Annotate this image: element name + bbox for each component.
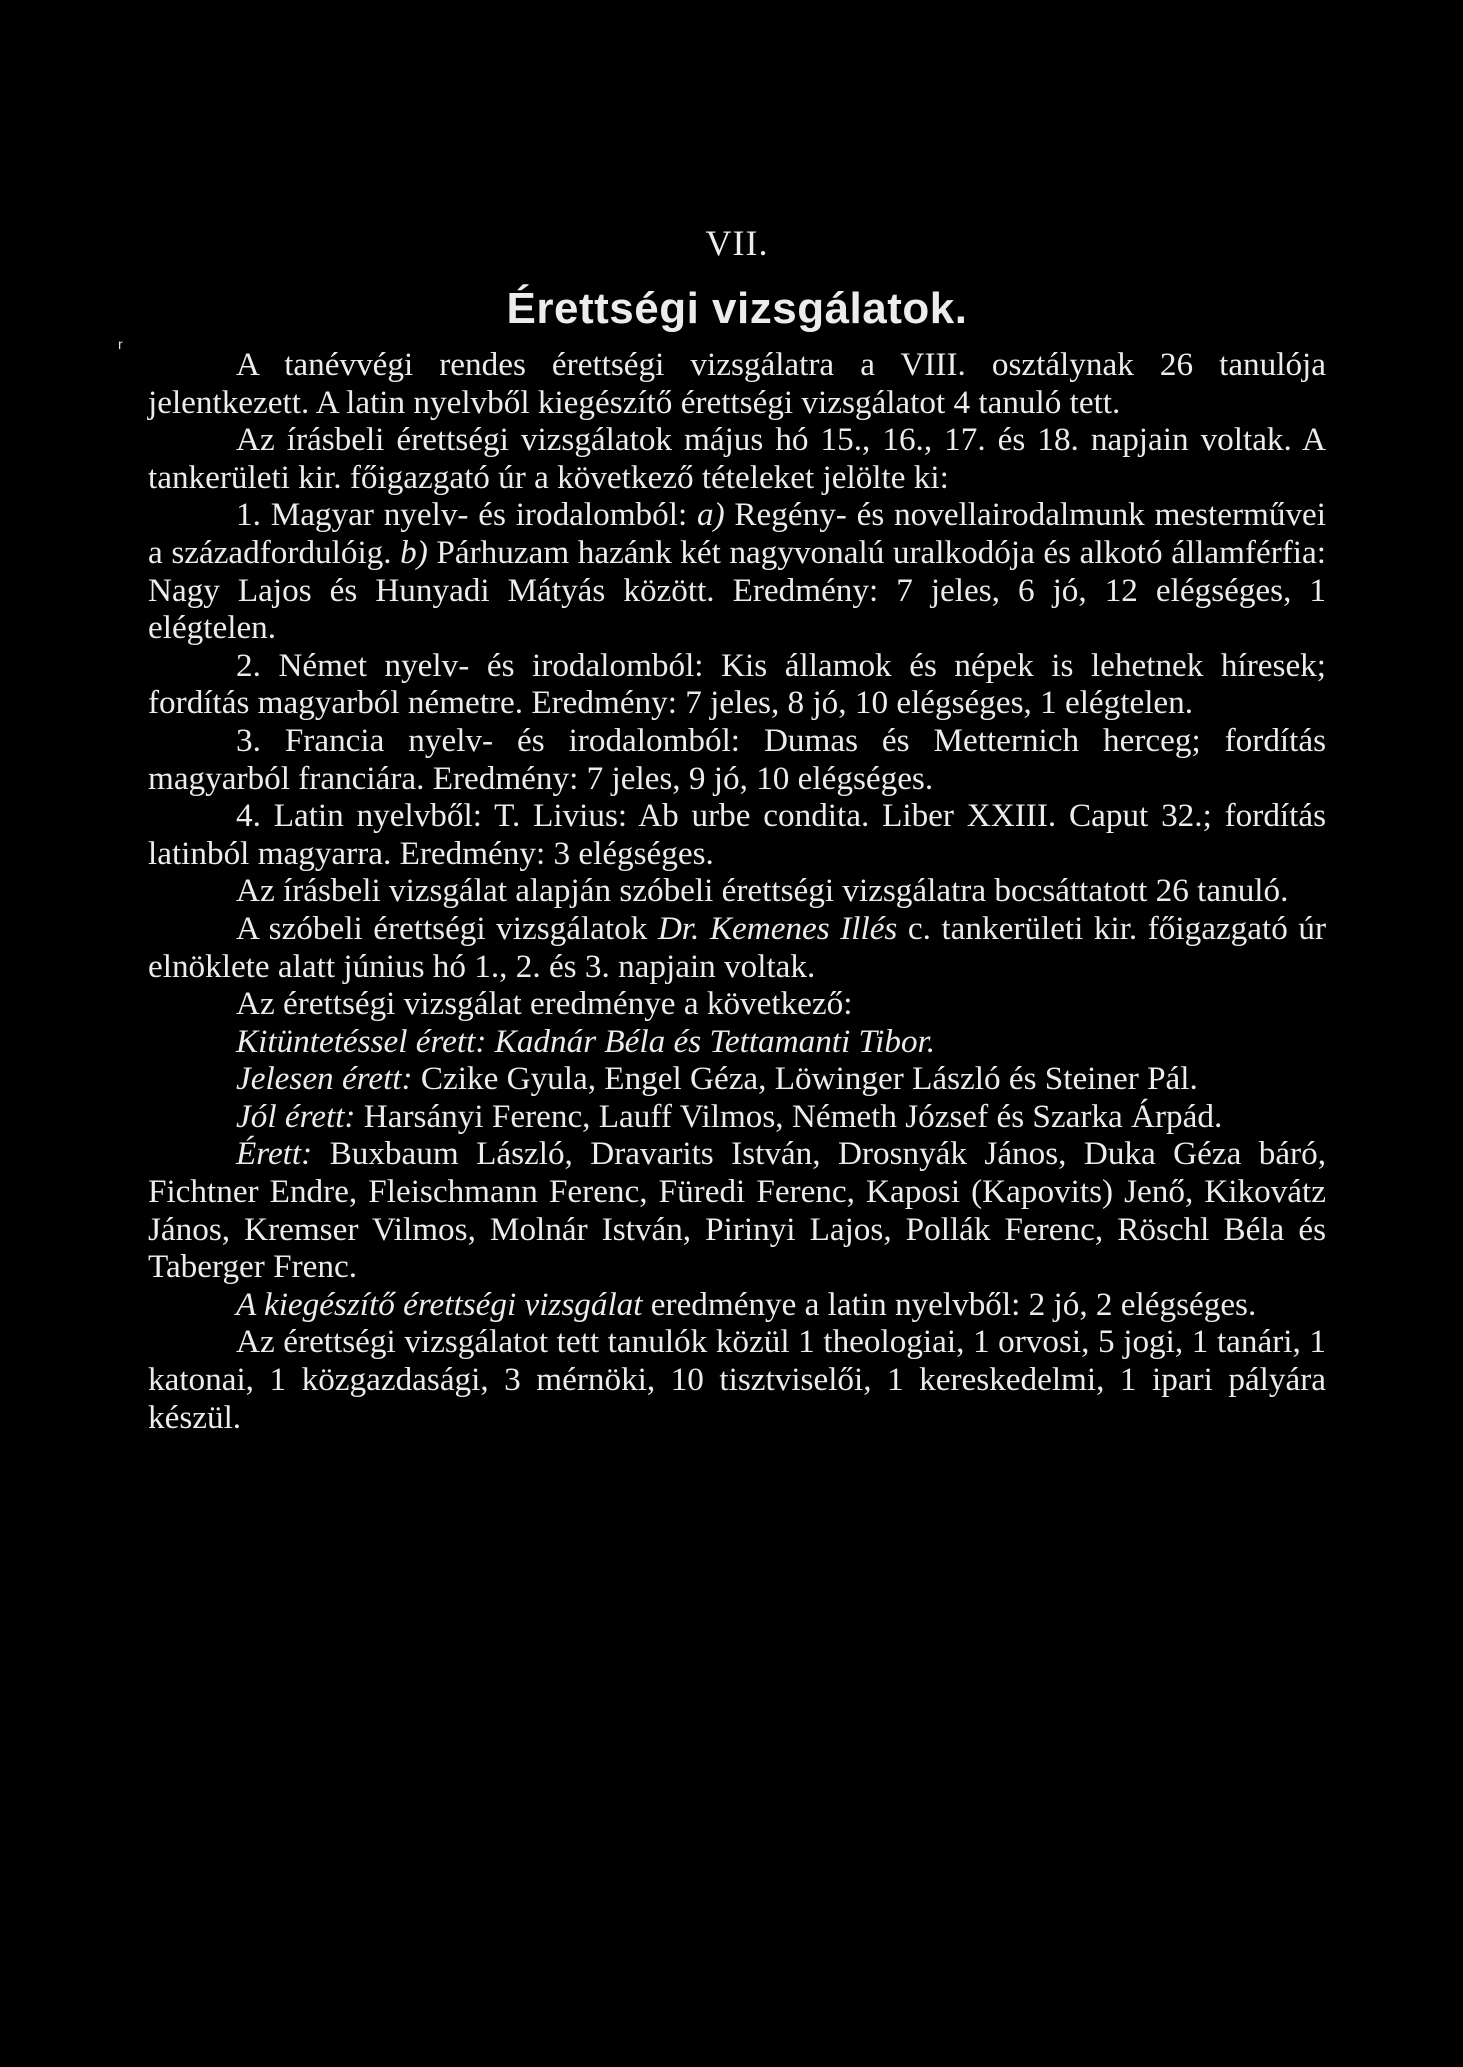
paragraph-excellent [148,1060,1326,1098]
topic-a-text: Regény- és novellairodalmunk mesterművei a századfordulóig. [148,496,1326,571]
paragraph-admitted: Az írásbeli vizsgálat alapján szóbeli érettségi vizsgálatra bocsáttatott 26 tanuló. [236,872,1289,910]
paragraph-german: 2. Német nyelv- és irodalomból: Kis államok és népek is lehetnek híresek; fordítás magyarból németre. Eredmény: 7 jeles, 8 jó, 10 elégséges, 1 elégtelen. [148,646,1326,722]
paragraph-results-intro: Az érettségi vizsgálat eredménye a következő: [236,985,853,1023]
excellent-names: Czike Gyula, Engel Géza, Löwinger László és Steiner Pál. [412,1060,1198,1098]
oral-exams-text-start: A szóbeli érettségi vizsgálatok [236,909,658,947]
paragraph-written-exams: Az írásbeli érettségi vizsgálatok május hó 15., 16., 17. és 18. napjain voltak. A tankerületi kir. főigazgató úr a következő tételeket jelölte ki: [148,421,1326,496]
good-label: Jól érett: [236,1097,356,1135]
page-title: Érettségi vizsgálatok. [506,284,968,333]
paragraph-careers: Az érettségi vizsgálatot tett tanulók közül 1 theologiai, 1 orvosi, 5 jogi, 1 tanári, 1 katonai, 1 közgazdasági, 3 mérnöki, 10 tisztviselői, 1 kereskedelmi, 1 ipari pályára készül. [148,1323,1326,1436]
chairman-name: Dr. Kemenes Illés [657,909,898,947]
chapter-number: VII. [705,223,769,263]
hungarian-subject: 1. Magyar nyelv- és irodalomból: [236,496,697,534]
corner-mark: r [118,336,123,352]
paragraph-latin: 4. Latin nyelvből: T. Livius: Ab urbe condita. Liber XXIII. Caput 32.; fordítás latinból magyarra. Eredmény: 3 elégséges. [148,797,1326,872]
paragraph-oral-exams [148,910,1326,985]
body-text [148,346,1326,1436]
paragraph-distinction: Kitüntetéssel érett: Kadnár Béla és Tettamanti Tibor. [236,1022,936,1060]
paragraph-intro: A tanévvégi rendes érettségi vizsgálatra a VIII. osztálynak 26 tanulója jelentkezett. A latin nyelvből kiegészítő érettségi vizsgálatot 4 tanuló tett. [148,346,1326,421]
topic-b-label: b) [400,533,428,571]
paragraph-good [148,1098,1326,1136]
passed-names: Buxbaum László, Dravarits István, Drosnyák János, Duka Géza báró, Fichtner Endre, Fleischmann Ferenc, Füredi Ferenc, Kaposi (Kapovits) Jenő, Kikovátz János, Kremser Vilmos, Molnár István, Pirinyi Lajos, Pollák Ferenc, Röschl Béla és Taberger Frenc. [148,1135,1326,1286]
topic-b-text: Párhuzam hazánk két nagyvonalú uralkodója és alkotó államférfia: Nagy Lajos és Hunyadi Mátyás között. Eredmény: 7 jeles, 6 jó, 12 elégséges, 1 elégtelen. [148,533,1326,647]
excellent-label: Jelesen érett: [236,1060,413,1098]
supplementary-label: A kiegészítő érettségi vizsgálat [236,1285,643,1323]
paragraph-passed [148,1135,1326,1285]
paragraph-french: 3. Francia nyelv- és irodalomból: Dumas és Metternich herceg; fordítás magyarból franciára. Eredmény: 7 jeles, 9 jó, 10 elégséges. [148,721,1326,797]
oral-exams-text-end: c. tankerületi kir. főigazgató úr elnöklete alatt június hó 1., 2. és 3. napjain voltak. [148,909,1326,985]
paragraph-supplementary [148,1286,1326,1324]
good-names: Harsányi Ferenc, Lauff Vilmos, Németh József és Szarka Árpád. [355,1097,1223,1135]
supplementary-result: eredménye a latin nyelvből: 2 jó, 2 elégséges. [642,1285,1257,1323]
passed-label: Érett: [236,1135,313,1173]
topic-a-label: a) [696,496,725,534]
paragraph-hungarian [148,496,1326,646]
